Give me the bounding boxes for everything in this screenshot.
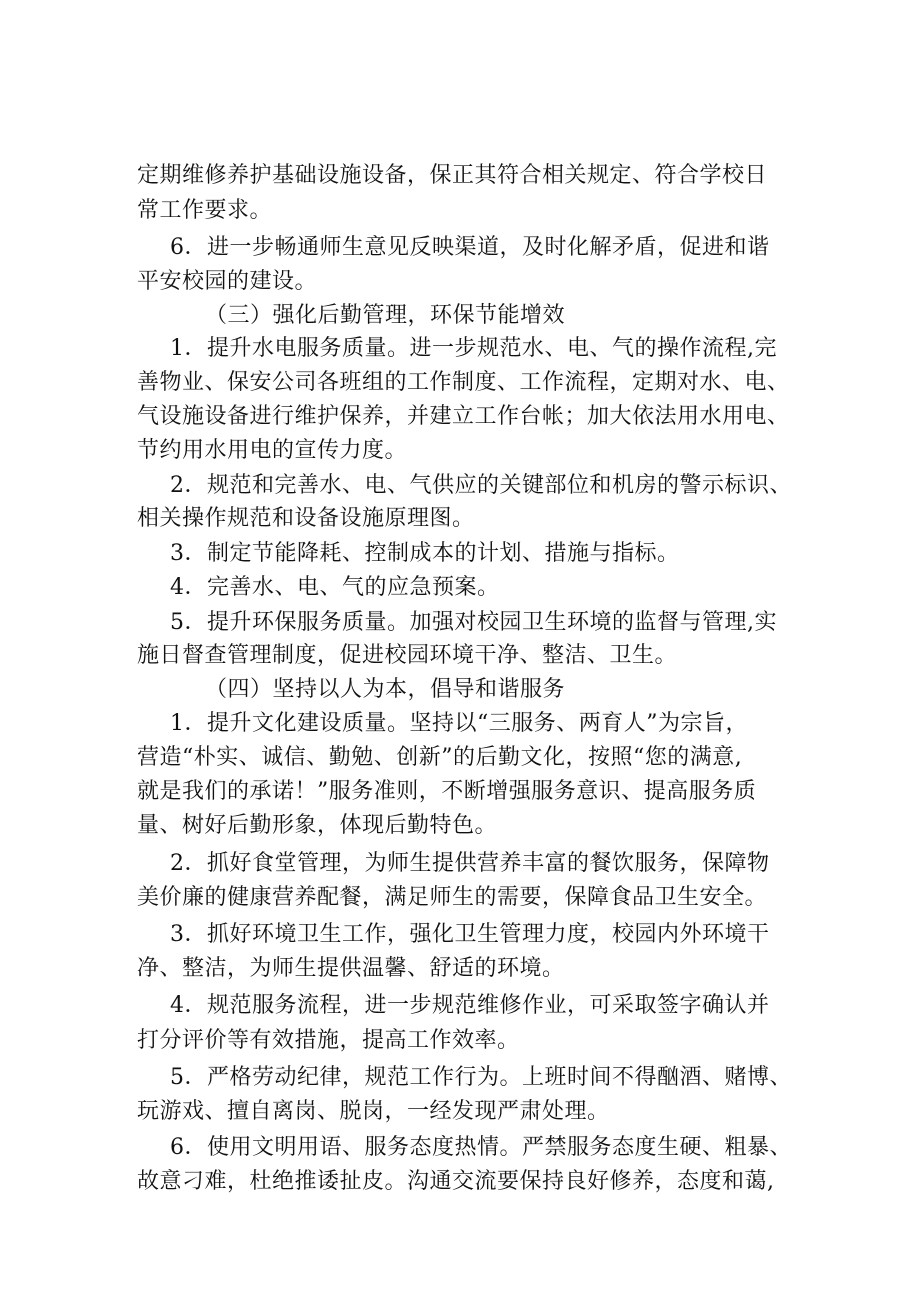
paragraph-line: 美价廉的健康营养配餐，满足师生的需要，保障食品卫生安全。 xyxy=(137,885,768,910)
paragraph-line: 节约用水用电的宣传力度。 xyxy=(137,438,408,463)
paragraph-line: 打分评价等有效措施，提高工作效率。 xyxy=(137,1028,520,1053)
paragraph-line: 3．抓好环境卫生工作，强化卫生管理力度，校园内外环境干 xyxy=(170,922,770,947)
paragraph-line: 6．进一步畅通师生意见反映渠道，及时化解矛盾，促进和谐 xyxy=(170,235,770,260)
section-heading: （三）强化后勤管理，环保节能增效 xyxy=(205,303,566,328)
paragraph-line: 营造“朴实、诚信、勤勉、创新”的后勤文化，按照“您的满意, xyxy=(137,745,743,770)
paragraph-line: 平安校园的建设。 xyxy=(137,269,318,294)
paragraph-line: 2．抓好食堂管理，为师生提供营养丰富的餐饮服务，保障物 xyxy=(170,851,770,876)
paragraph-line: 常工作要求。 xyxy=(137,198,273,223)
paragraph-line: 4．规范服务流程，进一步规范维修作业，可采取签字确认并 xyxy=(170,993,770,1018)
paragraph-line: 6．使用文明用语、服务态度热情。严禁服务态度生硬、粗暴、 xyxy=(170,1135,792,1160)
paragraph-line: 玩游戏、擅自离岗、脱岗，一经发现严肃处理。 xyxy=(137,1099,610,1124)
section-heading: （四）坚持以人为本，倡导和谐服务 xyxy=(205,677,566,702)
paragraph-line: 净、整洁，为师生提供温馨、舒适的环境。 xyxy=(137,956,565,981)
paragraph-line: 定期维修养护基础设施设备，保正其符合相关规定、符合学校日 xyxy=(137,163,768,188)
paragraph-line: 3．制定节能降耗、控制成本的计划、措施与指标。 xyxy=(170,541,680,566)
paragraph-line: 1．提升文化建设质量。坚持以“三服务、两育人”为宗旨， xyxy=(170,711,748,736)
paragraph-line: 1．提升水电服务质量。进一步规范水、电、气的操作流程,完 xyxy=(170,336,777,361)
paragraph-line: 善物业、保安公司各班组的工作制度、工作流程，定期对水、电、 xyxy=(137,370,790,395)
paragraph-line: 施日督查管理制度，促进校园环境干净、整洁、卫生。 xyxy=(137,643,678,668)
paragraph-line: 气设施设备进行维护保养，并建立工作台帐；加大依法用水用电、 xyxy=(137,404,790,429)
paragraph-line: 5．严格劳动纪律，规范工作行为。上班时间不得酗酒、赌博、 xyxy=(170,1065,792,1090)
paragraph-line: 4．完善水、电、气的应急预案。 xyxy=(170,575,500,600)
paragraph-line: 5．提升环保服务质量。加强对校园卫生环境的监督与管理,实 xyxy=(170,610,777,635)
paragraph-line: 就是我们的承诺！”服务准则，不断增强服务意识、提高服务质 xyxy=(137,779,757,804)
paragraph-line: 故意刁难，杜绝推诿扯皮。沟通交流要保持良好修养，态度和蔼, xyxy=(137,1169,775,1194)
paragraph-line: 2．规范和完善水、电、气供应的关键部位和机房的警示标识、 xyxy=(170,473,792,498)
paragraph-line: 量、树好后勤形象，体现后勤特色。 xyxy=(137,813,498,838)
paragraph-line: 相关操作规范和设备设施原理图。 xyxy=(137,506,475,531)
